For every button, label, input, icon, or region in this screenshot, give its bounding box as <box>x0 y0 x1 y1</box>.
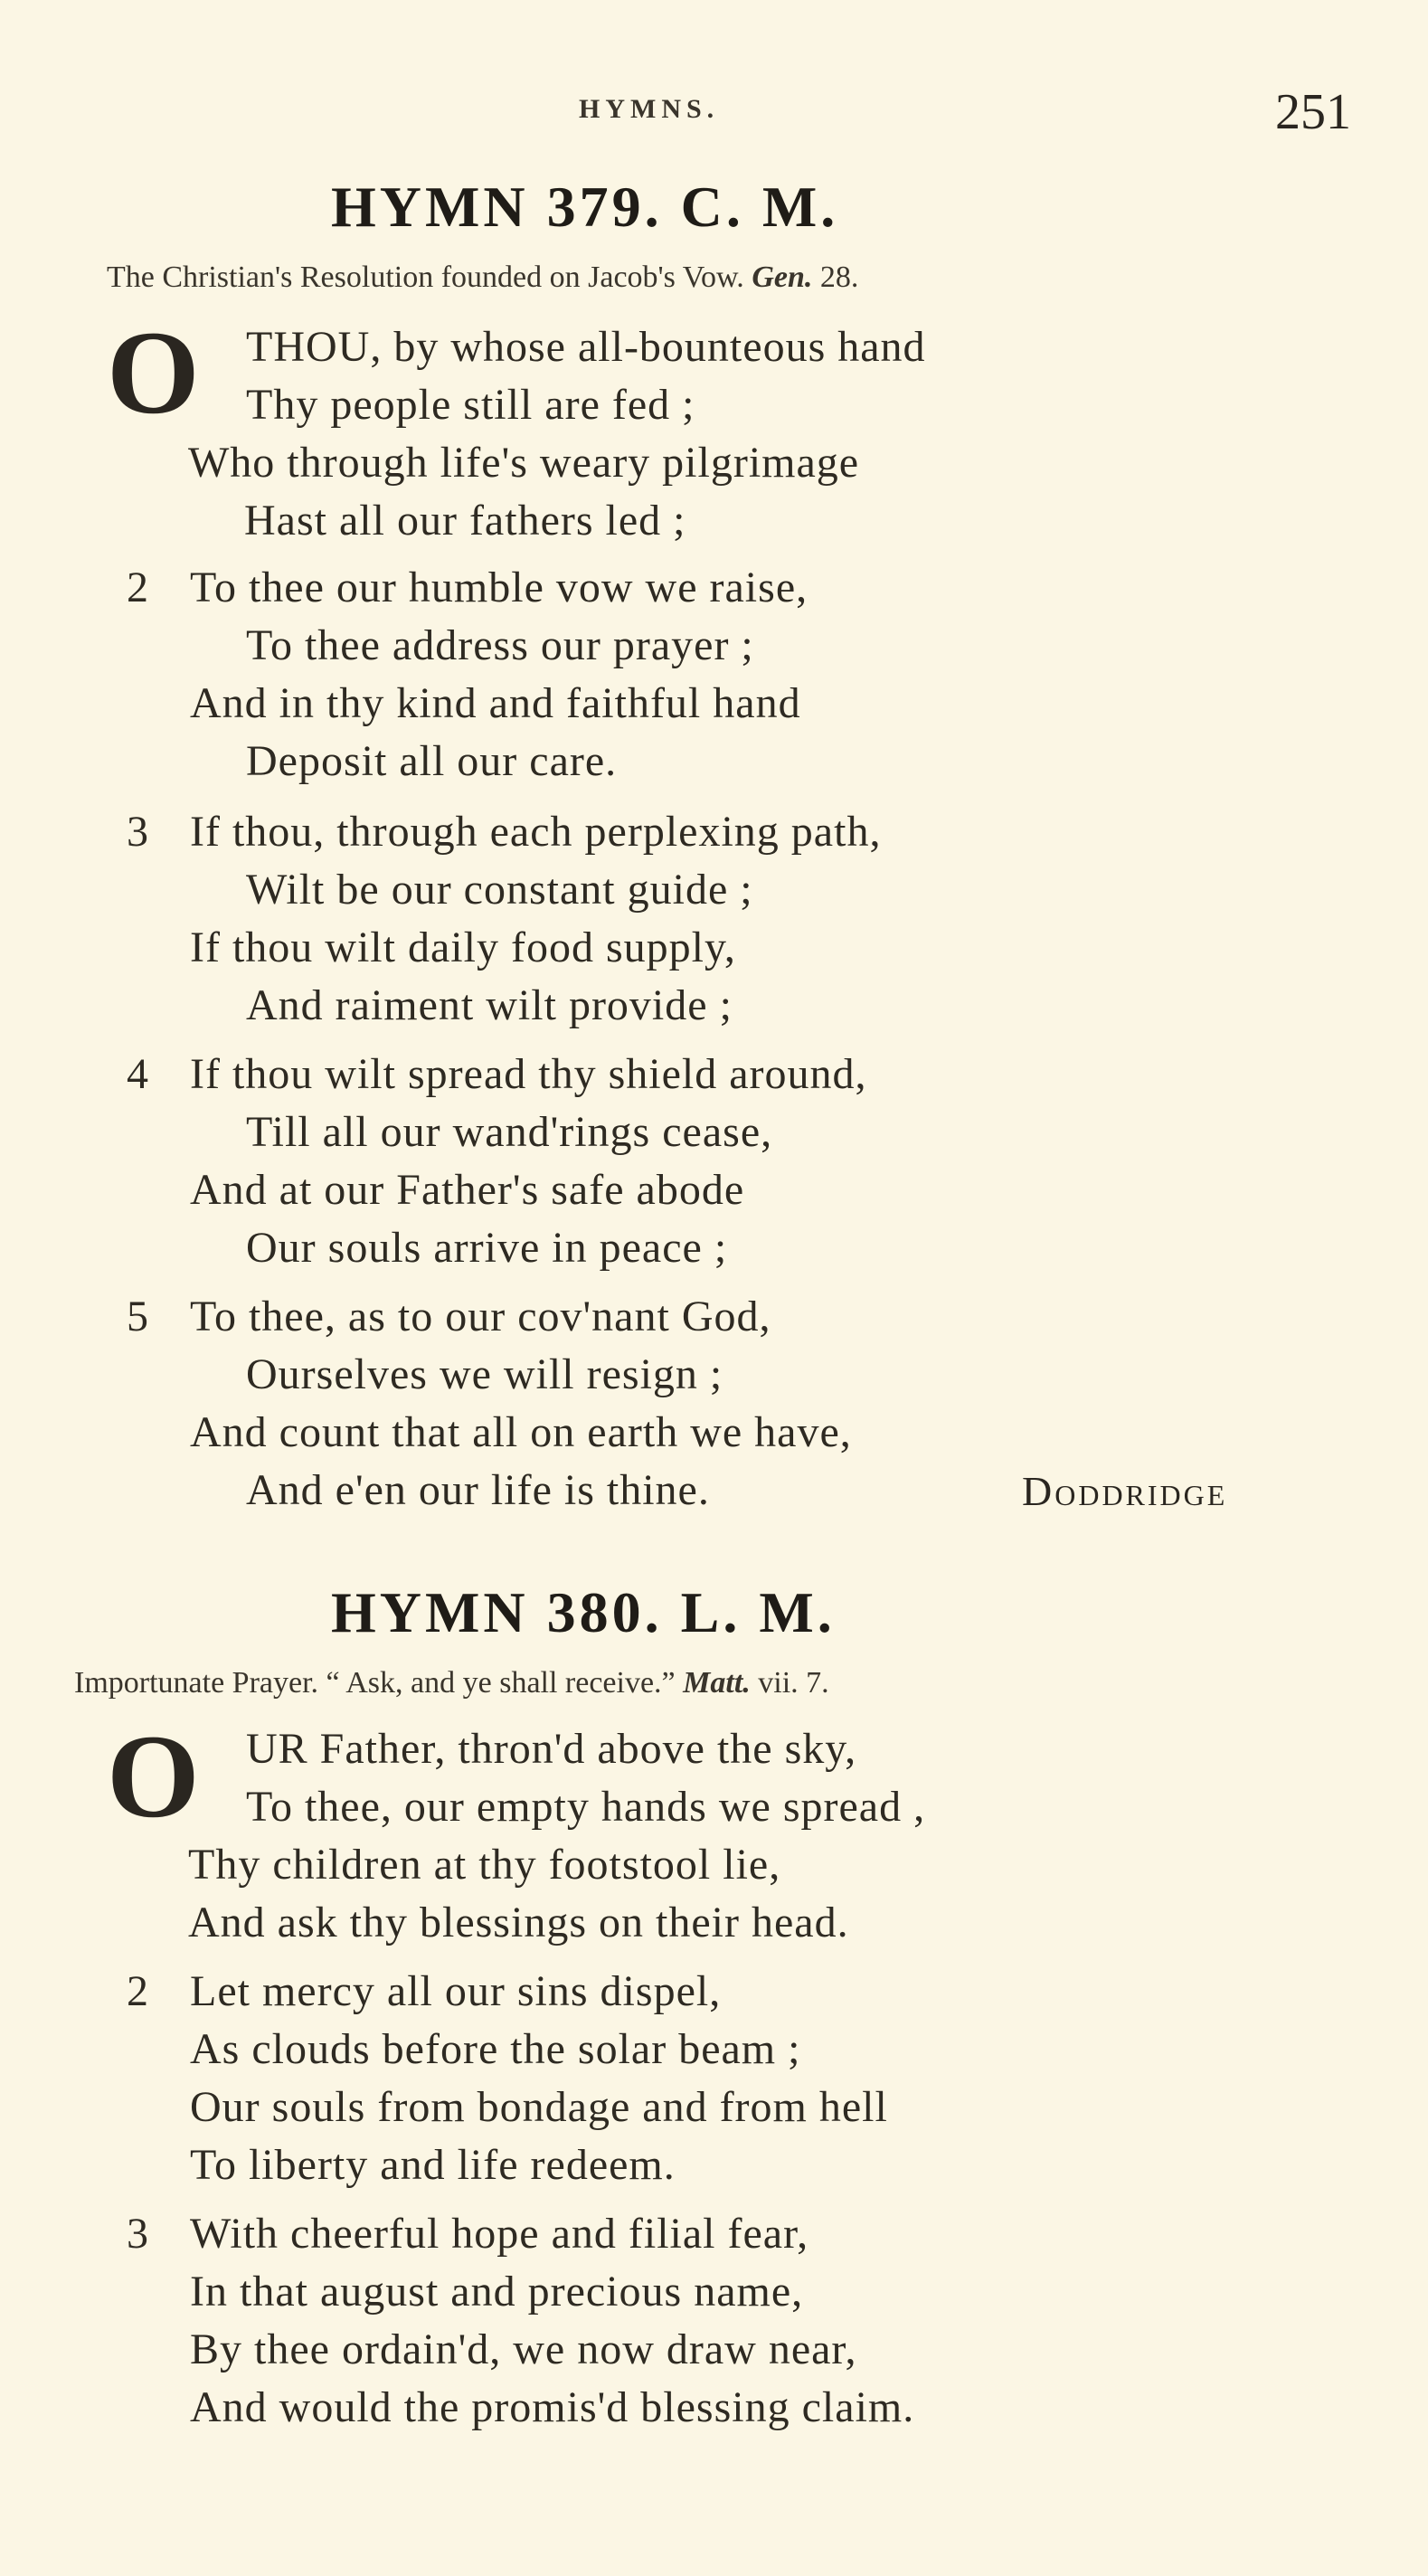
page-number: 251 <box>1275 84 1351 140</box>
verse-number: 2 <box>127 564 148 611</box>
hymn-379-line: And count that all on earth we have, <box>190 1408 852 1456</box>
hymn-379-line: And at our Father's safe abode <box>190 1166 745 1214</box>
hymn-379-subtitle <box>107 260 858 295</box>
hymn-379-line: If thou, through each perplexing path, <box>190 808 882 856</box>
verse-number: 4 <box>127 1050 148 1098</box>
hymn-380-title: HYMN 380. L. M. <box>331 1580 836 1644</box>
verse-number: 3 <box>127 808 148 856</box>
hymn-379-author: Doddridge <box>1022 1468 1228 1514</box>
hymn-380-line: As clouds before the solar beam ; <box>190 2025 801 2073</box>
hymn-380-line: And ask thy blessings on their head. <box>188 1899 849 1946</box>
verse-number: 2 <box>127 1967 148 2015</box>
hymn-380-dropcap: O <box>107 1709 200 1842</box>
hymn-379-title: HYMN 379. C. M. <box>331 175 839 239</box>
hymn-379-line: THOU, by whose all-bounteous hand <box>246 323 926 371</box>
hymn-379-line: To thee our humble vow we raise, <box>190 564 809 611</box>
hymn-379-line: To thee address our prayer ; <box>246 621 754 669</box>
hymn-380-line: With cheerful hope and filial fear, <box>190 2210 809 2258</box>
hymn-379-line: To thee, as to our cov'nant God, <box>190 1293 771 1340</box>
hymn-380-line: By thee ordain'd, we now draw near, <box>190 2325 857 2373</box>
hymn-380-line: In that august and precious name, <box>190 2268 804 2316</box>
hymn-379-line: Who through life's weary pilgrimage <box>188 439 860 487</box>
hymn-380-line: UR Father, thron'd above the sky, <box>246 1725 857 1773</box>
hymn-379-line: Deposit all our care. <box>246 737 618 785</box>
hymn-380-subtitle-ref-num: vii. 7. <box>758 1666 829 1700</box>
hymn-380-line: And would the promis'd blessing claim. <box>190 2383 915 2431</box>
hymn-380-line: To thee, our empty hands we spread , <box>246 1783 926 1831</box>
hymn-379-line: And e'en our life is thine. <box>246 1466 710 1514</box>
hymn-380-subtitle-text: Importunate Prayer. “ Ask, and ye shall receive.” <box>74 1666 676 1700</box>
hymn-379-line: Till all our wand'rings cease, <box>246 1108 773 1156</box>
hymn-380-line: To liberty and life redeem. <box>190 2141 676 2189</box>
hymn-380-line: Our souls from bondage and from hell <box>190 2083 888 2131</box>
hymn-379-subtitle-text: The Christian's Resolution founded on Jacob's Vow. <box>107 260 744 294</box>
verse-number: 3 <box>127 2210 148 2258</box>
hymn-379-line: Ourselves we will resign ; <box>246 1350 723 1398</box>
hymn-379-line: Our souls arrive in peace ; <box>246 1224 728 1272</box>
hymn-379-line: Thy people still are fed ; <box>246 381 695 429</box>
hymn-380-subtitle <box>74 1666 829 1700</box>
hymn-380-line: Thy children at thy footstool lie, <box>188 1841 781 1889</box>
running-head: HYMNS. <box>579 94 720 124</box>
hymn-379-dropcap: O <box>107 306 200 439</box>
hymn-379-line: If thou wilt spread thy shield around, <box>190 1050 867 1098</box>
verse-number: 5 <box>127 1293 148 1340</box>
hymn-379-line: And in thy kind and faithful hand <box>190 679 801 727</box>
hymn-380-line: Let mercy all our sins dispel, <box>190 1967 722 2015</box>
hymn-380-subtitle-ref: Matt. <box>683 1666 751 1700</box>
hymn-379-line: If thou wilt daily food supply, <box>190 923 736 971</box>
hymn-379-subtitle-ref-num: 28. <box>819 260 859 294</box>
hymn-379-line: And raiment wilt provide ; <box>246 981 733 1029</box>
hymn-379-line: Wilt be our constant guide ; <box>246 866 753 914</box>
hymn-379-line: Hast all our fathers led ; <box>244 497 686 545</box>
hymn-379-subtitle-ref: Gen. <box>752 260 813 294</box>
